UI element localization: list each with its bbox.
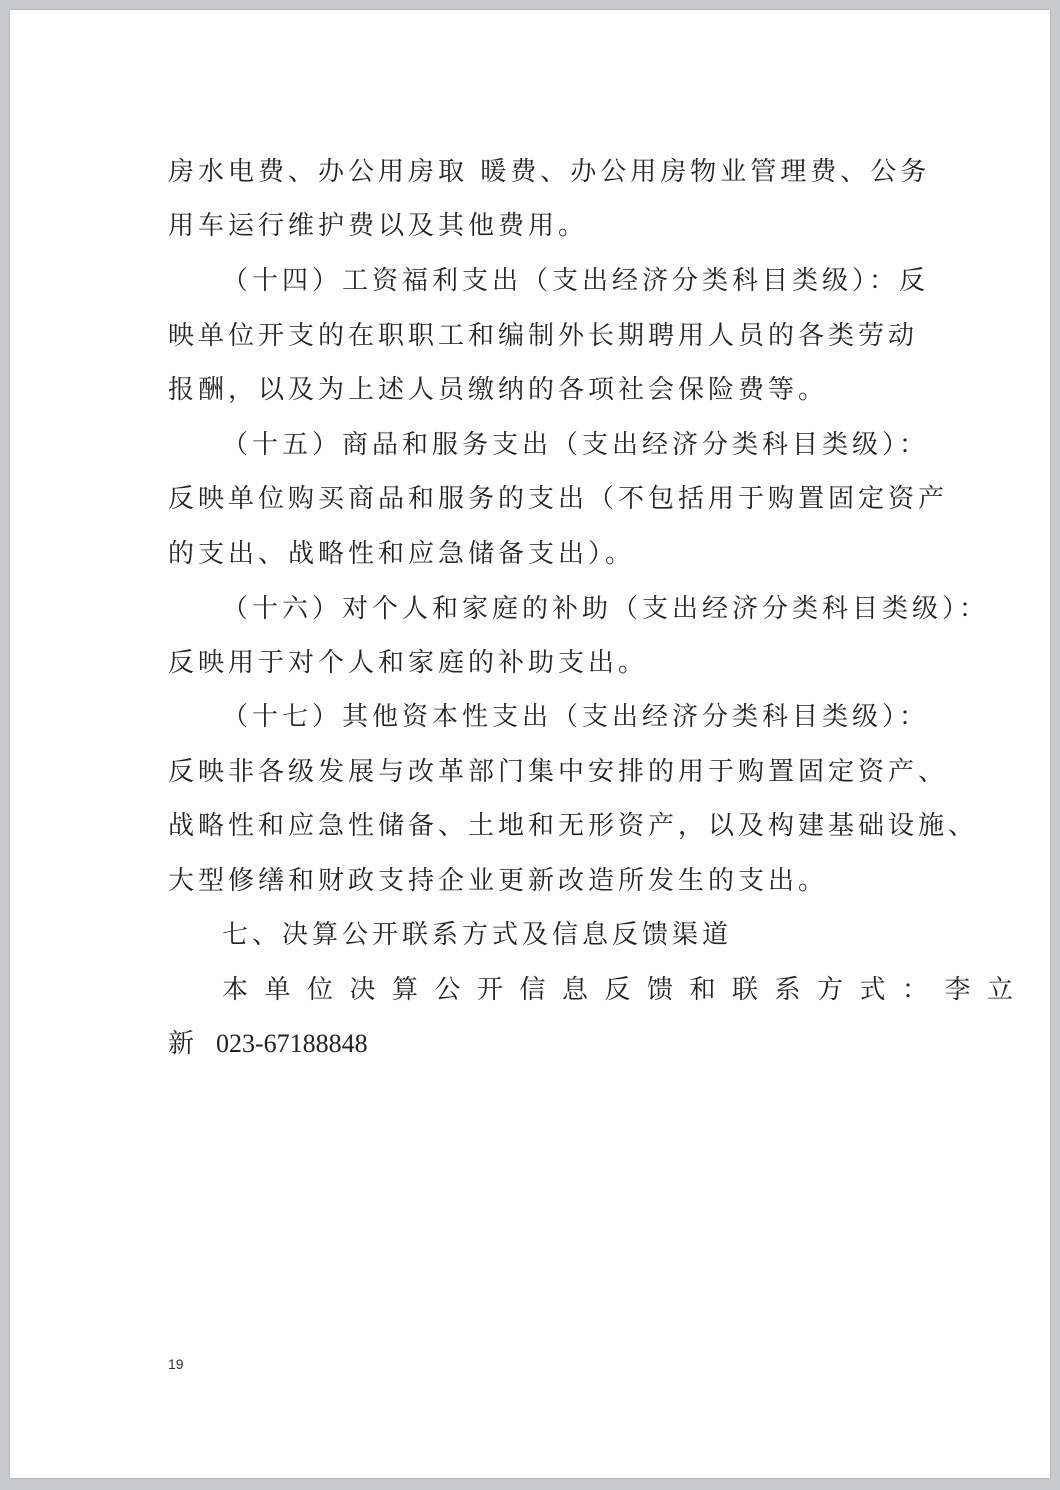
section-16-heading: （十六）对个人和家庭的补助（支出经济分类科目类级）： — [222, 594, 990, 624]
section-17-heading: （十七）其他资本性支出（支出经济分类科目类级）： — [222, 702, 930, 732]
text-line-5: 报酬，以及为上述人员缴纳的各项社会保险费等。 — [168, 375, 829, 405]
contact-name-tail: 新 — [168, 1029, 195, 1059]
document-page — [10, 10, 1050, 1478]
text-line-2: 用车运行维护费以及其他费用。 — [168, 211, 589, 241]
section-14-heading: （十四）工资福利支出（支出经济分类科目类级）：反 — [222, 266, 930, 296]
contact-phone-line — [168, 1029, 368, 1059]
text-line-13: 战略性和应急性储备、土地和无形资产，以及构建基础设施、 — [168, 811, 979, 841]
text-line-10: 反映用于对个人和家庭的补助支出。 — [168, 648, 649, 678]
contact-line: 本单位决算公开信息反馈和联系方式：李立 — [222, 975, 1030, 1005]
text-line-4: 映单位开支的在职职工和编制外长期聘用人员的各类劳动 — [168, 321, 919, 351]
text-line-8: 的支出、战略性和应急储备支出）。 — [168, 539, 636, 569]
text-line-1: 房水电费、办公用房取 暖费、办公用房物业管理费、公务 — [168, 157, 931, 187]
section-15-heading: （十五）商品和服务支出（支出经济分类科目类级）： — [222, 430, 930, 460]
text-line-12: 反映非各级发展与改革部门集中安排的用于购置固定资产、 — [168, 757, 949, 787]
contact-phone: 023-67188848 — [216, 1029, 368, 1058]
page-number: 19 — [168, 1356, 184, 1372]
text-line-7: 反映单位购买商品和服务的支出（不包括用于购置固定资产 — [168, 484, 949, 514]
text-line-14: 大型修缮和财政支持企业更新改造所发生的支出。 — [168, 866, 829, 896]
section-7-heading: 七、决算公开联系方式及信息反馈渠道 — [222, 920, 733, 950]
